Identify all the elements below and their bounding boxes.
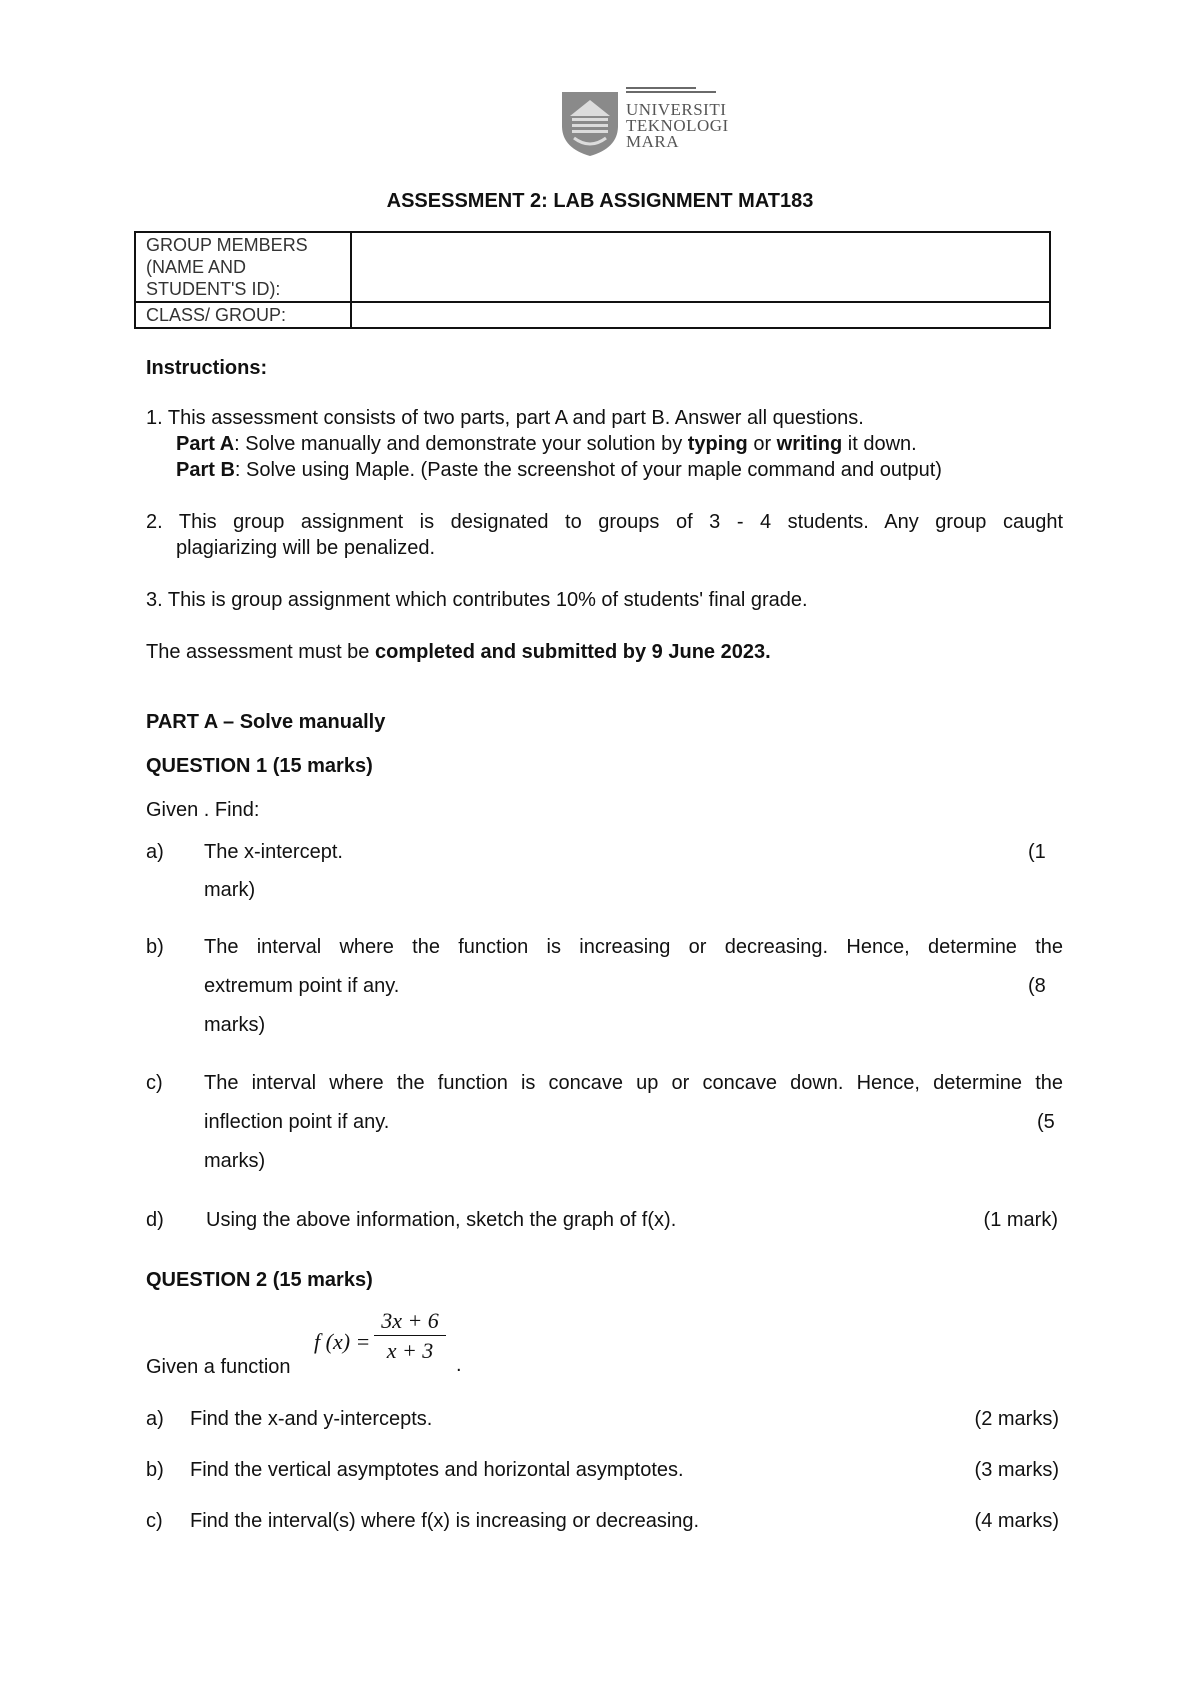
group-members-field[interactable]: [351, 232, 1050, 302]
question-1d-letter: d): [146, 1209, 164, 1231]
function-lhs: f (x) =: [314, 1329, 371, 1354]
function-numerator: 3x + 6: [381, 1308, 439, 1333]
part-b-label: Part B: [176, 459, 235, 481]
crest-icon: [558, 86, 622, 158]
instruction-item-3: 3. This is group assignment which contributes 10% of students' final grade.: [146, 589, 808, 611]
question-1a-text: The x-intercept.: [204, 841, 343, 863]
class-group-label: CLASS/ GROUP:: [135, 302, 351, 328]
question-1c-text1: The interval where the function is concave up or concave down. Hence, determine the: [204, 1072, 1063, 1094]
question-1b-mark: (8: [1028, 975, 1046, 997]
question-1c-letter: c): [146, 1072, 163, 1094]
question-1-heading: QUESTION 1 (15 marks): [146, 755, 373, 777]
question-1c-mark-cont: marks): [204, 1150, 266, 1172]
logo-name-line3: MARA: [626, 132, 680, 151]
instructions-heading: Instructions:: [146, 357, 268, 379]
part-a-text1: : Solve manually and demonstrate your solution by: [234, 433, 688, 455]
deadline-text: The assessment must be: [146, 641, 375, 663]
document-title: ASSESSMENT 2: LAB ASSIGNMENT MAT183: [386, 190, 814, 212]
question-1a-mark-cont: mark): [204, 879, 256, 901]
group-members-label: GROUP MEMBERS (NAME AND STUDENT'S ID):: [135, 232, 351, 302]
question-1c-mark: (5: [1037, 1111, 1055, 1133]
question-2-heading: QUESTION 2 (15 marks): [146, 1269, 373, 1291]
question-2b-text: Find the vertical asymptotes and horizontal asymptotes.: [190, 1459, 684, 1481]
question-1-intro: Given . Find:: [146, 799, 260, 821]
question-1d-mark: (1 mark): [983, 1209, 1058, 1231]
question-1b-mark-cont: marks): [204, 1014, 266, 1036]
university-logo: [558, 86, 738, 158]
question-2a-mark: (2 marks): [974, 1408, 1059, 1430]
question-1a-mark: (1: [1028, 841, 1046, 863]
deadline-statement: [146, 639, 1063, 665]
part-a-instruction: [176, 431, 1093, 457]
fraction-bar: [374, 1335, 446, 1336]
part-a-heading: PART A – Solve manually: [146, 711, 386, 733]
logo-arabic-script: [626, 86, 736, 98]
part-a-label: Part A: [176, 433, 235, 455]
instruction-item-1: 1. This assessment consists of two parts, part A and part B. Answer all questions.: [146, 407, 864, 429]
question-1a-letter: a): [146, 841, 164, 863]
part-a-bold1: typing: [687, 433, 748, 455]
question-1b-text1: The interval where the function is increasing or decreasing. Hence, determine the: [204, 936, 1063, 958]
group-members-table: [134, 231, 1051, 329]
part-a-text2: or: [747, 433, 777, 455]
function-denominator: x + 3: [386, 1338, 434, 1363]
question-2c-letter: c): [146, 1510, 163, 1532]
question-1b-letter: b): [146, 936, 164, 958]
question-2c-text: Find the interval(s) where f(x) is increasing or decreasing.: [190, 1510, 700, 1532]
question-2b-letter: b): [146, 1459, 164, 1481]
part-a-text3: it down.: [842, 433, 917, 455]
question-1b-text2: extremum point if any.: [204, 975, 400, 997]
part-b-text: : Solve using Maple. (Paste the screenshot of your maple command and output): [234, 459, 942, 481]
question-1d-text: Using the above information, sketch the graph of f(x).: [206, 1209, 677, 1231]
question-2c-mark: (4 marks): [974, 1510, 1059, 1532]
logo-name-line1: UNIVERSITI: [626, 100, 727, 119]
part-b-instruction: [176, 457, 1093, 483]
instruction-item-2-line2: plagiarizing will be penalized.: [176, 537, 436, 559]
question-1c-text2: inflection point if any.: [204, 1111, 390, 1133]
question-2a-letter: a): [146, 1408, 164, 1430]
instruction-item-2-line1: 2. This group assignment is designated to groups of 3 - 4 students. Any group caught: [146, 511, 1063, 533]
class-group-field[interactable]: [351, 302, 1050, 328]
deadline-bold: completed and submitted by 9 June 2023.: [374, 641, 771, 663]
function-period: .: [456, 1354, 462, 1376]
question-2-intro: Given a function: [146, 1356, 291, 1378]
question-2a-text: Find the x-and y-intercepts.: [190, 1408, 433, 1430]
question-2b-mark: (3 marks): [974, 1459, 1059, 1481]
logo-name-line2: TEKNOLOGI: [626, 116, 729, 135]
part-a-bold2: writing: [776, 433, 843, 455]
